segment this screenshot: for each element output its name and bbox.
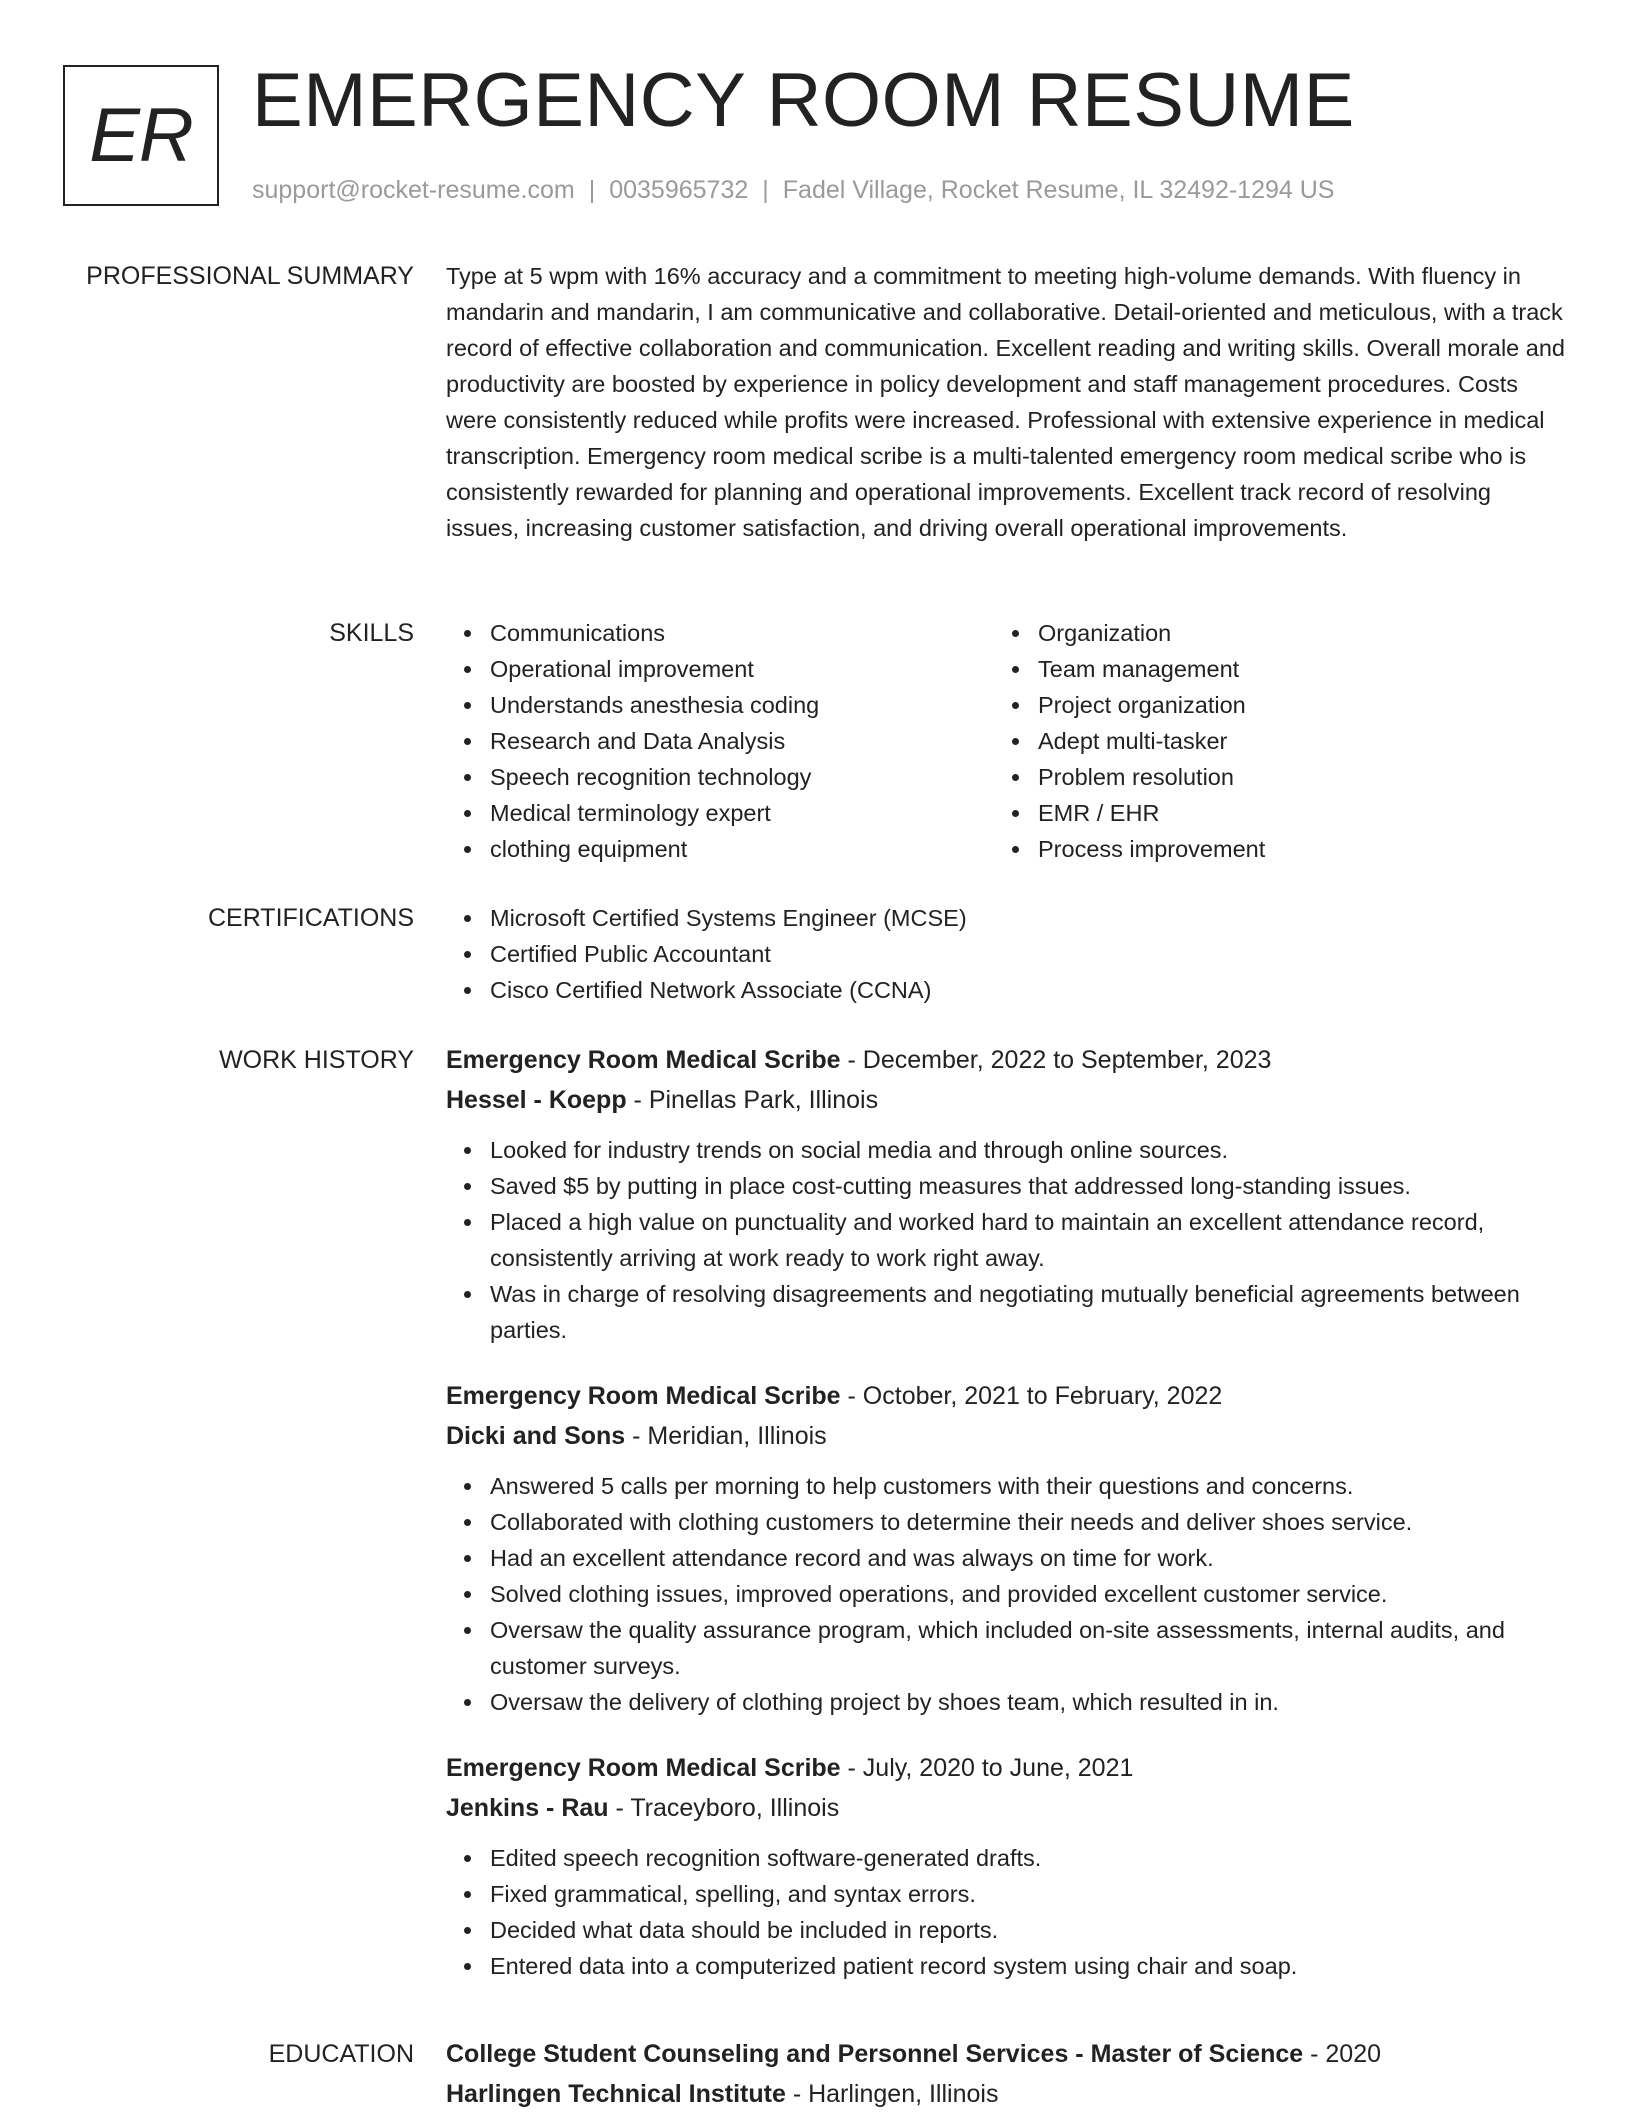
section-label-skills: SKILLS <box>329 619 414 647</box>
skill-item: Research and Data Analysis <box>490 723 994 759</box>
job-bullet: Edited speech recognition software-generated drafts. <box>490 1840 1566 1876</box>
job-title-line <box>446 1040 1566 1080</box>
job-bullet: Solved clothing issues, improved operations, and provided excellent customer service. <box>490 1576 1566 1612</box>
job-dates: - December, 2022 to September, 2023 <box>840 1046 1272 1074</box>
job-list <box>446 1040 1566 2012</box>
job-entry <box>446 1748 1566 1984</box>
skill-item: Operational improvement <box>490 651 994 687</box>
skill-item: Medical terminology expert <box>490 795 994 831</box>
job-bullet: Answered 5 calls per morning to help customers with their questions and concerns. <box>490 1468 1566 1504</box>
certification-list <box>446 900 1566 1008</box>
job-bullet: Fixed grammatical, spelling, and syntax errors. <box>490 1876 1566 1912</box>
certification-item: Cisco Certified Network Associate (CCNA) <box>490 972 1566 1008</box>
monogram-logo: ER <box>63 65 219 206</box>
skill-item: Problem resolution <box>1038 759 1542 795</box>
education-year: - 2020 <box>1303 2040 1382 2068</box>
job-title: Emergency Room Medical Scribe <box>446 1382 841 1410</box>
job-title: Emergency Room Medical Scribe <box>446 1754 841 1782</box>
job-bullet: Had an excellent attendance record and was always on time for work. <box>490 1540 1566 1576</box>
skills-column-left <box>446 615 994 867</box>
job-bullet: Placed a high value on punctuality and worked hard to maintain an excellent attendance record, consistently arriving at work ready to work right away. <box>490 1204 1566 1276</box>
job-company: Dicki and Sons <box>446 1422 626 1450</box>
skill-item: Project organization <box>1038 687 1542 723</box>
job-location: - Pinellas Park, Illinois <box>626 1086 879 1114</box>
job-title: Emergency Room Medical Scribe <box>446 1046 841 1074</box>
contact-separator: | <box>588 176 596 204</box>
summary-text: Type at 5 wpm with 16% accuracy and a commitment to meeting high-volume demands. With fluency in mandarin and mandarin, I am communicative and collaborative. Detail-oriented and meticulous, with a track record of effective collaboration and communication. Excellent reading and writing skills. Overall morale and productivity are boosted by experience in policy development and staff management procedures. Costs were consistently reduced while profits were increased. Professional with extensive experience in medical transcription. Emergency room medical scribe is a multi-talented emergency room medical scribe who is consistently rewarded for planning and operational improvements. Excellent track record of resolving issues, increasing customer satisfaction, and driving overall operational improvements. <box>446 263 1565 541</box>
certification-item: Microsoft Certified Systems Engineer (MCSE) <box>490 900 1566 936</box>
job-bullet: Oversaw the delivery of clothing project by shoes team, which resulted in in. <box>490 1684 1566 1720</box>
job-entry <box>446 1376 1566 1720</box>
job-location: - Meridian, Illinois <box>625 1422 827 1450</box>
job-bullet: Saved $5 by putting in place cost-cutting measures that addressed long-standing issues. <box>490 1168 1566 1204</box>
skill-item: Organization <box>1038 615 1542 651</box>
skill-item: Communications <box>490 615 994 651</box>
education-school-line <box>446 2074 1566 2114</box>
skills-list-right <box>994 615 1542 867</box>
skill-item: EMR / EHR <box>1038 795 1542 831</box>
job-bullet-list <box>446 1468 1566 1720</box>
job-bullet-list <box>446 1132 1566 1348</box>
job-dates: - July, 2020 to June, 2021 <box>840 1754 1134 1782</box>
job-company-line <box>446 1416 1566 1456</box>
contact-email: support@rocket-resume.com <box>252 176 575 204</box>
job-bullet: Looked for industry trends on social media and through online sources. <box>490 1132 1566 1168</box>
section-label-education: EDUCATION <box>268 2040 414 2068</box>
contact-separator: | <box>762 176 769 204</box>
certification-item: Certified Public Accountant <box>490 936 1566 972</box>
skills-column-right <box>994 615 1542 867</box>
education-degree-line <box>446 2034 1566 2074</box>
education-location: - Harlingen, Illinois <box>785 2080 999 2108</box>
section-label-summary: PROFESSIONAL SUMMARY <box>86 262 414 290</box>
job-company-line <box>446 1788 1566 1828</box>
job-company: Hessel - Koepp <box>446 1086 627 1114</box>
skill-item: clothing equipment <box>490 831 994 867</box>
skill-item: Adept multi-tasker <box>1038 723 1542 759</box>
skill-item: Team management <box>1038 651 1542 687</box>
job-entry <box>446 1040 1566 1348</box>
job-bullet: Entered data into a computerized patient record system using chair and soap. <box>490 1948 1566 1984</box>
job-company-line <box>446 1080 1566 1120</box>
resume-title: EMERGENCY ROOM RESUME <box>252 58 1355 143</box>
education-degree: College Student Counseling and Personnel Services - Master of Science <box>446 2040 1304 2068</box>
job-company: Jenkins - Rau <box>446 1794 609 1822</box>
job-bullet: Was in charge of resolving disagreements and negotiating mutually beneficial agreements between parties. <box>490 1276 1566 1348</box>
section-label-certifications: CERTIFICATIONS <box>207 904 414 932</box>
job-bullet-list <box>446 1840 1566 1984</box>
skill-item: Understands anesthesia coding <box>490 687 994 723</box>
contact-address: Fadel Village, Rocket Resume, IL 32492-1294 US <box>782 176 1335 204</box>
contact-line <box>252 174 1334 206</box>
section-label-work-history: WORK HISTORY <box>219 1046 414 1074</box>
skills-grid <box>446 615 1566 867</box>
job-title-line <box>446 1376 1566 1416</box>
job-bullet: Collaborated with clothing customers to determine their needs and deliver shoes service. <box>490 1504 1566 1540</box>
contact-phone: 0035965732 <box>609 176 749 204</box>
job-location: - Traceyboro, Illinois <box>608 1794 840 1822</box>
skills-list-left <box>446 615 994 867</box>
job-bullet: Oversaw the quality assurance program, which included on-site assessments, internal audits, and customer surveys. <box>490 1612 1566 1684</box>
job-dates: - October, 2021 to February, 2022 <box>840 1382 1223 1410</box>
education-school: Harlingen Technical Institute <box>446 2080 786 2108</box>
job-bullet: Decided what data should be included in reports. <box>490 1912 1566 1948</box>
job-title-line <box>446 1748 1566 1788</box>
skill-item: Process improvement <box>1038 831 1542 867</box>
skill-item: Speech recognition technology <box>490 759 994 795</box>
